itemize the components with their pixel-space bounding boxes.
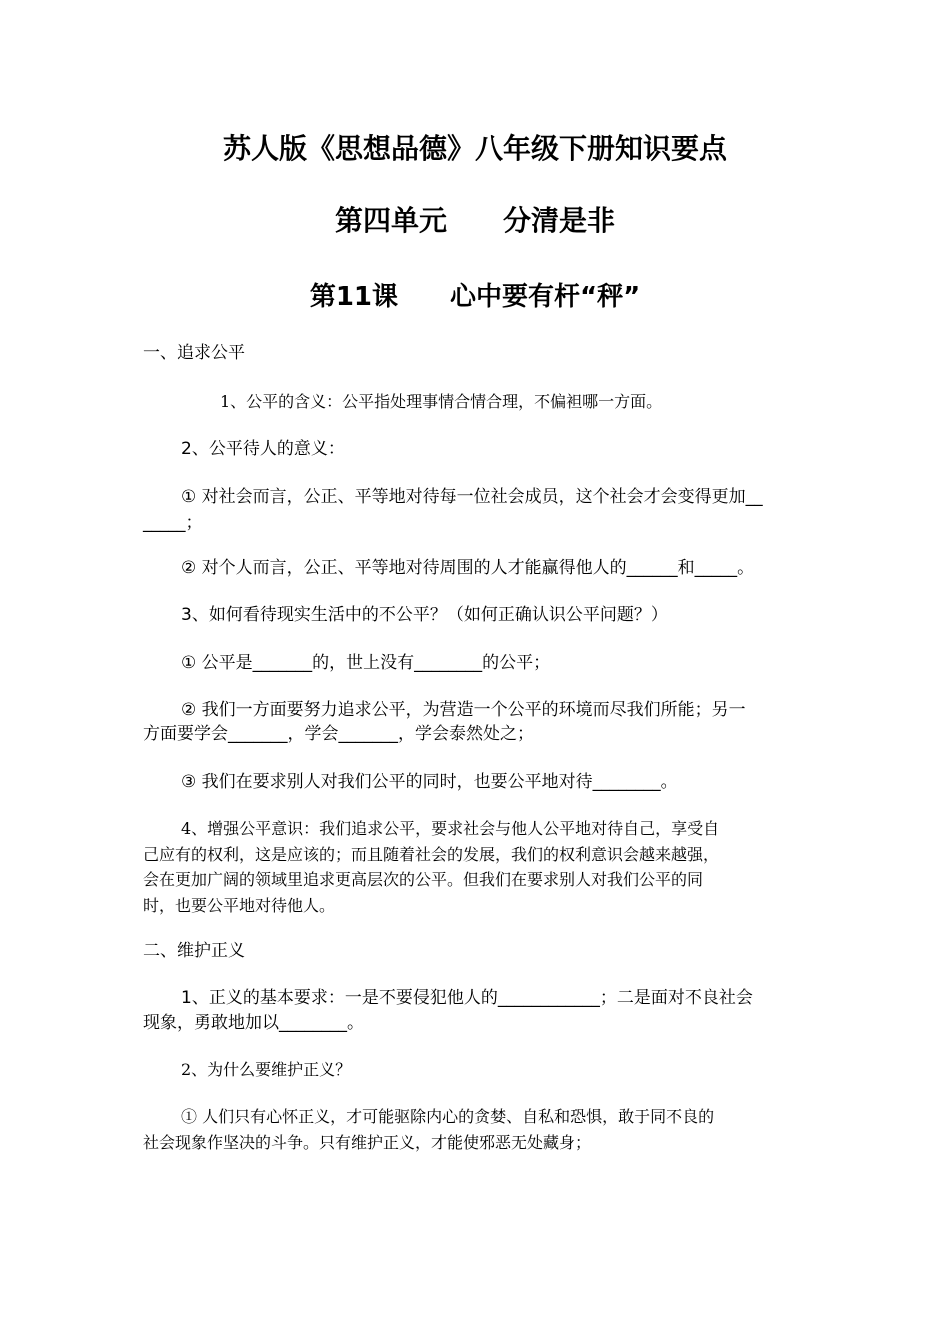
paragraph-line: ① 对社会而言，公正、平等地对待每一位社会成员，这个社会才会变得更加__: [181, 487, 763, 507]
lesson-heading: 第11课 心中要有杆“秤”: [309, 282, 641, 312]
paragraph-line: ① 人们只有心怀正义，才可能驱除内心的贪婪、自私和恐惧，敢于同不良的: [181, 1107, 715, 1126]
document-title: 苏人版《思想品德》八年级下册知识要点: [222, 132, 727, 165]
unit-heading: 第四单元 分清是非: [334, 204, 615, 237]
paragraph-line: ② 我们一方面要努力追求公平，为营造一个公平的环境而尽我们所能；另一: [181, 700, 746, 720]
paragraph-line: 会在更加广阔的领域里追求更高层次的公平。但我们在要求别人对我们公平的同: [143, 870, 704, 889]
paragraph-line: 己应有的权利，这是应该的；而且随着社会的发展，我们的权利意识会越来越强，: [143, 845, 720, 864]
paragraph-line: 2、为什么要维护正义？: [181, 1060, 352, 1079]
paragraph-line: ③ 我们在要求别人对我们公平的同时，也要公平地对待________。: [181, 772, 678, 792]
section-heading-fairness: 一、追求公平: [143, 343, 245, 363]
section-heading-justice: 二、维护正义: [143, 941, 245, 961]
paragraph-line: 方面要学会_______，学会_______，学会泰然处之；: [143, 724, 534, 744]
paragraph-line: 2、公平待人的意义：: [181, 439, 345, 459]
paragraph-line: 时，也要公平地对待他人。: [143, 896, 336, 915]
paragraph-line: ② 对个人而言，公正、平等地对待周围的人才能赢得他人的______和_____。: [181, 558, 755, 578]
paragraph-line: 现象，勇敢地加以________。: [143, 1013, 364, 1033]
paragraph-line: 4、增强公平意识：我们追求公平，要求社会与他人公平地对待自己，享受自: [181, 819, 720, 838]
paragraph-line: 1、正义的基本要求：一是不要侵犯他人的____________；二是面对不良社会: [181, 988, 753, 1008]
paragraph-line: 社会现象作坚决的斗争。只有维护正义，才能使邪恶无处藏身；: [143, 1133, 592, 1152]
paragraph-line: 3、如何看待现实生活中的不公平？（如何正确认识公平问题？）: [181, 605, 668, 625]
paragraph-line: _____；: [143, 513, 203, 533]
paragraph-line: ① 公平是_______的，世上没有________的公平；: [181, 653, 551, 673]
paragraph-line: 1、公平的含义：公平指处理事情合情合理，不偏袒哪一方面。: [220, 392, 663, 411]
